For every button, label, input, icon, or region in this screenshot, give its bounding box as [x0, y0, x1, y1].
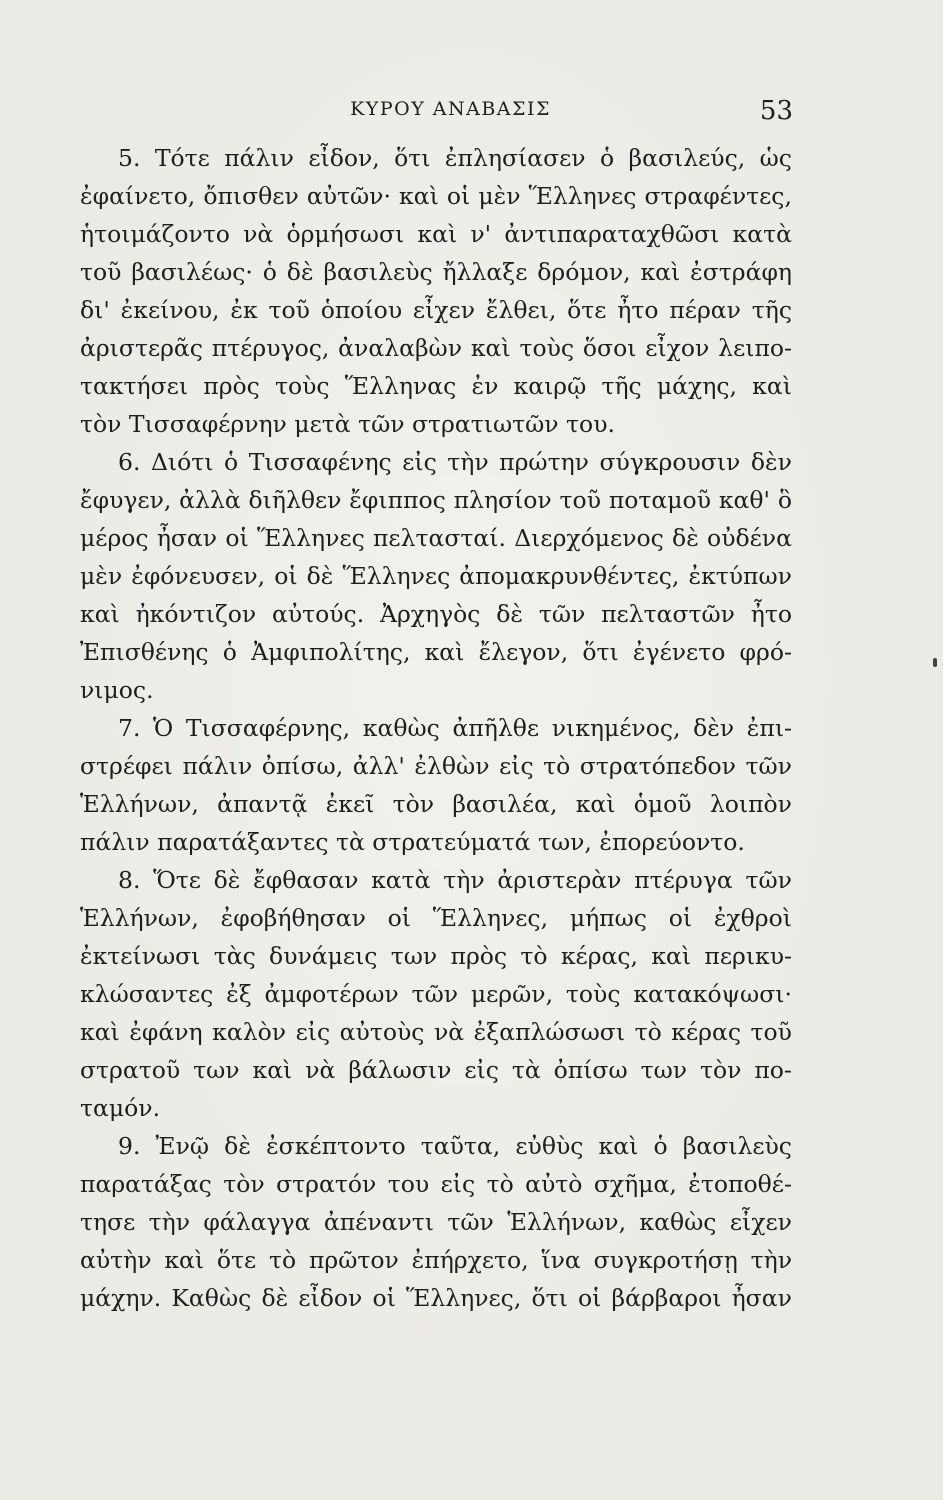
- text-line: στρατοῦ των καὶ νὰ βάλωσιν εἰς τὰ ὀπίσω των τὸν πο-: [80, 1056, 792, 1084]
- text-line: τοῦ βασιλέως· ὁ δὲ βασιλεὺς ἤλλαξε δρόμον, καὶ ἐστράφη: [80, 258, 792, 286]
- running-title: ΚΥΡΟΥ ΑΝΑΒΑΣΙΣ: [350, 98, 551, 120]
- text-line: ἔφυγεν, ἀλλὰ διῆλθεν ἔφιππος πλησίον τοῦ ποταμοῦ καθ' ὃ: [80, 486, 792, 514]
- text-line: 6. Διότι ὁ Τισσαφένης εἰς τὴν πρώτην σύγκρουσιν δὲν: [118, 448, 792, 476]
- page-number: 53: [759, 96, 793, 126]
- text-line: ἀριστερᾶς πτέρυγος, ἀναλαβὼν καὶ τοὺς ὅσοι εἶχον λειπο-: [80, 334, 792, 362]
- text-line: 8. Ὅτε δὲ ἔφθασαν κατὰ τὴν ἀριστερὰν πτέρυγα τῶν: [118, 866, 792, 894]
- text-line: δι' ἐκείνου, ἐκ τοῦ ὁποίου εἶχεν ἔλθει, ὅτε ἦτο πέραν τῆς: [80, 296, 792, 324]
- text-line: 7. Ὁ Τισσαφέρνης, καθὼς ἀπῆλθε νικημένος, δὲν ἐπι-: [118, 714, 792, 742]
- text-line: ἐφαίνετο, ὄπισθεν αὐτῶν· καὶ οἱ μὲν Ἕλληνες στραφέντες,: [80, 182, 792, 210]
- text-line: αὐτὴν καὶ ὅτε τὸ πρῶτον ἐπήρχετο, ἵνα συγκροτήσῃ τὴν: [80, 1246, 792, 1274]
- text-line: μέρος ἦσαν οἱ Ἕλληνες πελτασταί. Διερχόμενος δὲ οὐδένα: [80, 524, 792, 552]
- body-text: [80, 139, 792, 1317]
- text-line: Ἐπισθένης ὁ Ἀμφιπολίτης, καὶ ἔλεγον, ὅτι ἐγένετο φρό-: [80, 638, 792, 666]
- text-line: παρατάξας τὸν στρατόν του εἰς τὸ αὐτὸ σχῆμα, ἐτοποθέ-: [80, 1170, 792, 1198]
- text-line: ταμόν.: [80, 1094, 161, 1122]
- text-line: καὶ ἐφάνη καλὸν εἰς αὐτοὺς νὰ ἐξαπλώσωσι τὸ κέρας τοῦ: [80, 1018, 792, 1046]
- text-line: μὲν ἐφόνευσεν, οἱ δὲ Ἕλληνες ἀπομακρυνθέντες, ἐκτύπων: [80, 562, 792, 590]
- running-head: [78, 96, 793, 136]
- text-line: Ἑλλήνων, ἐφοβήθησαν οἱ Ἕλληνες, μήπως οἱ ἐχθροὶ: [80, 904, 792, 932]
- text-line: νιμος.: [80, 676, 154, 704]
- text-line: ἐκτείνωσι τὰς δυνάμεις των πρὸς τὸ κέρας, καὶ περικυ-: [80, 942, 792, 970]
- text-line: Ἑλλήνων, ἀπαντᾷ ἐκεῖ τὸν βασιλέα, καὶ ὁμοῦ λοιπὸν: [80, 790, 792, 818]
- text-line: 5. Τότε πάλιν εἶδον, ὅτι ἐπλησίασεν ὁ βασιλεύς, ὡς: [118, 144, 792, 172]
- text-line: τησε τὴν φάλαγγα ἀπέναντι τῶν Ἑλλήνων, καθὼς εἶχεν: [80, 1208, 792, 1236]
- ink-speck: [933, 658, 937, 667]
- text-line: τὸν Τισσαφέρνην μετὰ τῶν στρατιωτῶν του.: [80, 410, 615, 438]
- text-line: καὶ ἠκόντιζον αὐτούς. Ἀρχηγὸς δὲ τῶν πελταστῶν ἦτο: [80, 600, 792, 628]
- text-line: μάχην. Καθὼς δὲ εἶδον οἱ Ἕλληνες, ὅτι οἱ βάρβαροι ἦσαν: [80, 1284, 792, 1312]
- text-line: κλώσαντες ἐξ ἀμφοτέρων τῶν μερῶν, τοὺς κατακόψωσι·: [80, 980, 792, 1008]
- text-line: ἡτοιμάζοντο νὰ ὁρμήσωσι καὶ ν' ἀντιπαραταχθῶσι κατὰ: [80, 220, 792, 248]
- text-line: πάλιν παρατάξαντες τὰ στρατεύματά των, ἐπορεύοντο.: [80, 828, 745, 856]
- text-line: στρέφει πάλιν ὀπίσω, ἀλλ' ἐλθὼν εἰς τὸ στρατόπεδον τῶν: [80, 752, 792, 780]
- text-line: 9. Ἐνῷ δὲ ἐσκέπτοντο ταῦτα, εὐθὺς καὶ ὁ βασιλεὺς: [118, 1132, 792, 1160]
- text-line: τακτήσει πρὸς τοὺς Ἕλληνας ἐν καιρῷ τῆς μάχης, καὶ: [80, 372, 792, 400]
